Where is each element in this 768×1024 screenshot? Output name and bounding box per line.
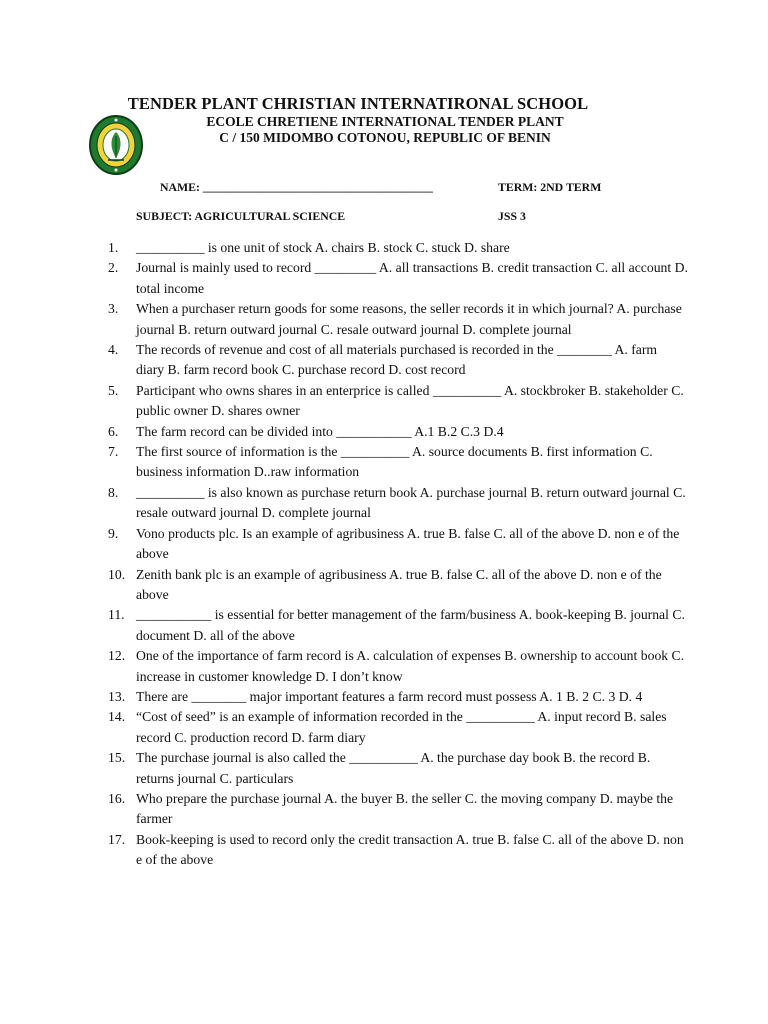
list-item bbox=[108, 605, 688, 646]
name-field: NAME: _______________________________________ bbox=[160, 180, 433, 194]
question-number: 3. bbox=[108, 301, 119, 317]
list-item bbox=[108, 646, 688, 687]
class-field: JSS 3 bbox=[498, 209, 526, 223]
question-number: 16. bbox=[108, 790, 126, 806]
question-number: 10. bbox=[108, 566, 126, 582]
list-item bbox=[108, 442, 688, 483]
list-item bbox=[108, 381, 688, 422]
question-text: Book-keeping is used to record only the credit transaction A. true B. false C. all of the above D. non e of the above bbox=[136, 831, 684, 868]
school-subtitle: ECOLE CHRETIENE INTERNATIONAL TENDER PLANT bbox=[206, 114, 564, 129]
list-item bbox=[108, 789, 688, 830]
question-number: 5. bbox=[108, 382, 119, 398]
question-number: 13. bbox=[108, 688, 126, 704]
school-crest-icon bbox=[88, 114, 144, 176]
question-text: One of the importance of farm record is A. calculation of expenses B. ownership to account book C. increase in customer knowledge D. I don’t know bbox=[136, 648, 685, 684]
question-number: 15. bbox=[108, 750, 126, 766]
list-item bbox=[108, 340, 688, 381]
question-text: Participant who owns shares in an enterprice is called __________ A. stockbroker B. stakeholder C. public owner D. shares owner bbox=[136, 382, 684, 419]
question-number: 4. bbox=[108, 342, 119, 358]
school-address: C / 150 MIDOMBO COTONOU, REPUBLIC OF BENIN bbox=[219, 130, 551, 145]
question-text: Who prepare the purchase journal A. the buyer B. the seller C. the moving company D. maybe the farmer bbox=[136, 790, 674, 827]
school-name: TENDER PLANT CHRISTIAN INTERNATIRONAL SCHOOL bbox=[127, 94, 589, 113]
question-text: The purchase journal is also called the __________ A. the purchase day book B. the record B. returns journal C. particulars bbox=[136, 750, 651, 786]
list-item bbox=[108, 299, 688, 340]
question-text: The first source of information is the __________ A. source documents B. first information C. business information D..raw information bbox=[136, 444, 653, 480]
list-item bbox=[108, 565, 688, 606]
question-text: ___________ is essential for better management of the farm/business A. book-keeping B. journal C. document D. all of the above bbox=[136, 607, 685, 643]
question-number: 6. bbox=[108, 423, 119, 439]
list-item bbox=[108, 238, 688, 258]
question-number: 2. bbox=[108, 260, 119, 276]
question-number: 1. bbox=[108, 240, 119, 255]
subject-field: SUBJECT: AGRICULTURAL SCIENCE bbox=[136, 209, 346, 223]
question-text: Journal is mainly used to record _________ A. all transactions B. credit transaction C. all account D. total income bbox=[136, 260, 688, 296]
question-text: There are ________ major important features a farm record must possess A. 1 B. 2 C. 3 D. 4 bbox=[136, 688, 643, 704]
question-text: __________ is one unit of stock A. chairs B. stock C. stuck D. share bbox=[136, 240, 510, 255]
list-item bbox=[108, 422, 688, 442]
question-number: 9. bbox=[108, 525, 119, 541]
question-text: The farm record can be divided into ___________ A.1 B.2 C.3 D.4 bbox=[136, 423, 504, 439]
question-number: 8. bbox=[108, 484, 119, 500]
question-text: __________ is also known as purchase return book A. purchase journal B. return outward journal C. resale outward journal D. complete journal bbox=[136, 484, 686, 521]
list-item bbox=[108, 830, 688, 871]
question-text: The records of revenue and cost of all materials purchased is recorded in the ________ A. farm diary B. farm record book C. purchase record D. cost record bbox=[136, 342, 658, 378]
list-item bbox=[108, 687, 688, 707]
question-number: 7. bbox=[108, 444, 119, 460]
question-text: Vono products plc. Is an example of agribusiness A. true B. false C. all of the above D. non e of the above bbox=[136, 525, 680, 562]
question-list bbox=[108, 238, 688, 871]
question-number: 17. bbox=[108, 831, 126, 847]
list-item bbox=[108, 483, 688, 524]
list-item bbox=[108, 748, 688, 789]
question-number: 11. bbox=[108, 607, 125, 623]
question-text: When a purchaser return goods for some reasons, the seller records it in which journal? A. purchase journal B. return outward journal C. resale outward journal D. complete journal bbox=[136, 301, 682, 337]
list-item bbox=[108, 707, 688, 748]
question-text: “Cost of seed” is an example of information recorded in the __________ A. input record B. sales record C. production record D. farm diary bbox=[136, 709, 667, 745]
question-number: 14. bbox=[108, 709, 126, 725]
question-number: 12. bbox=[108, 648, 126, 664]
question-text: Zenith bank plc is an example of agribusiness A. true B. false C. all of the above D. non e of the above bbox=[136, 566, 662, 602]
list-item bbox=[108, 524, 688, 565]
term-field: TERM: 2ND TERM bbox=[498, 180, 602, 194]
list-item bbox=[108, 258, 688, 299]
